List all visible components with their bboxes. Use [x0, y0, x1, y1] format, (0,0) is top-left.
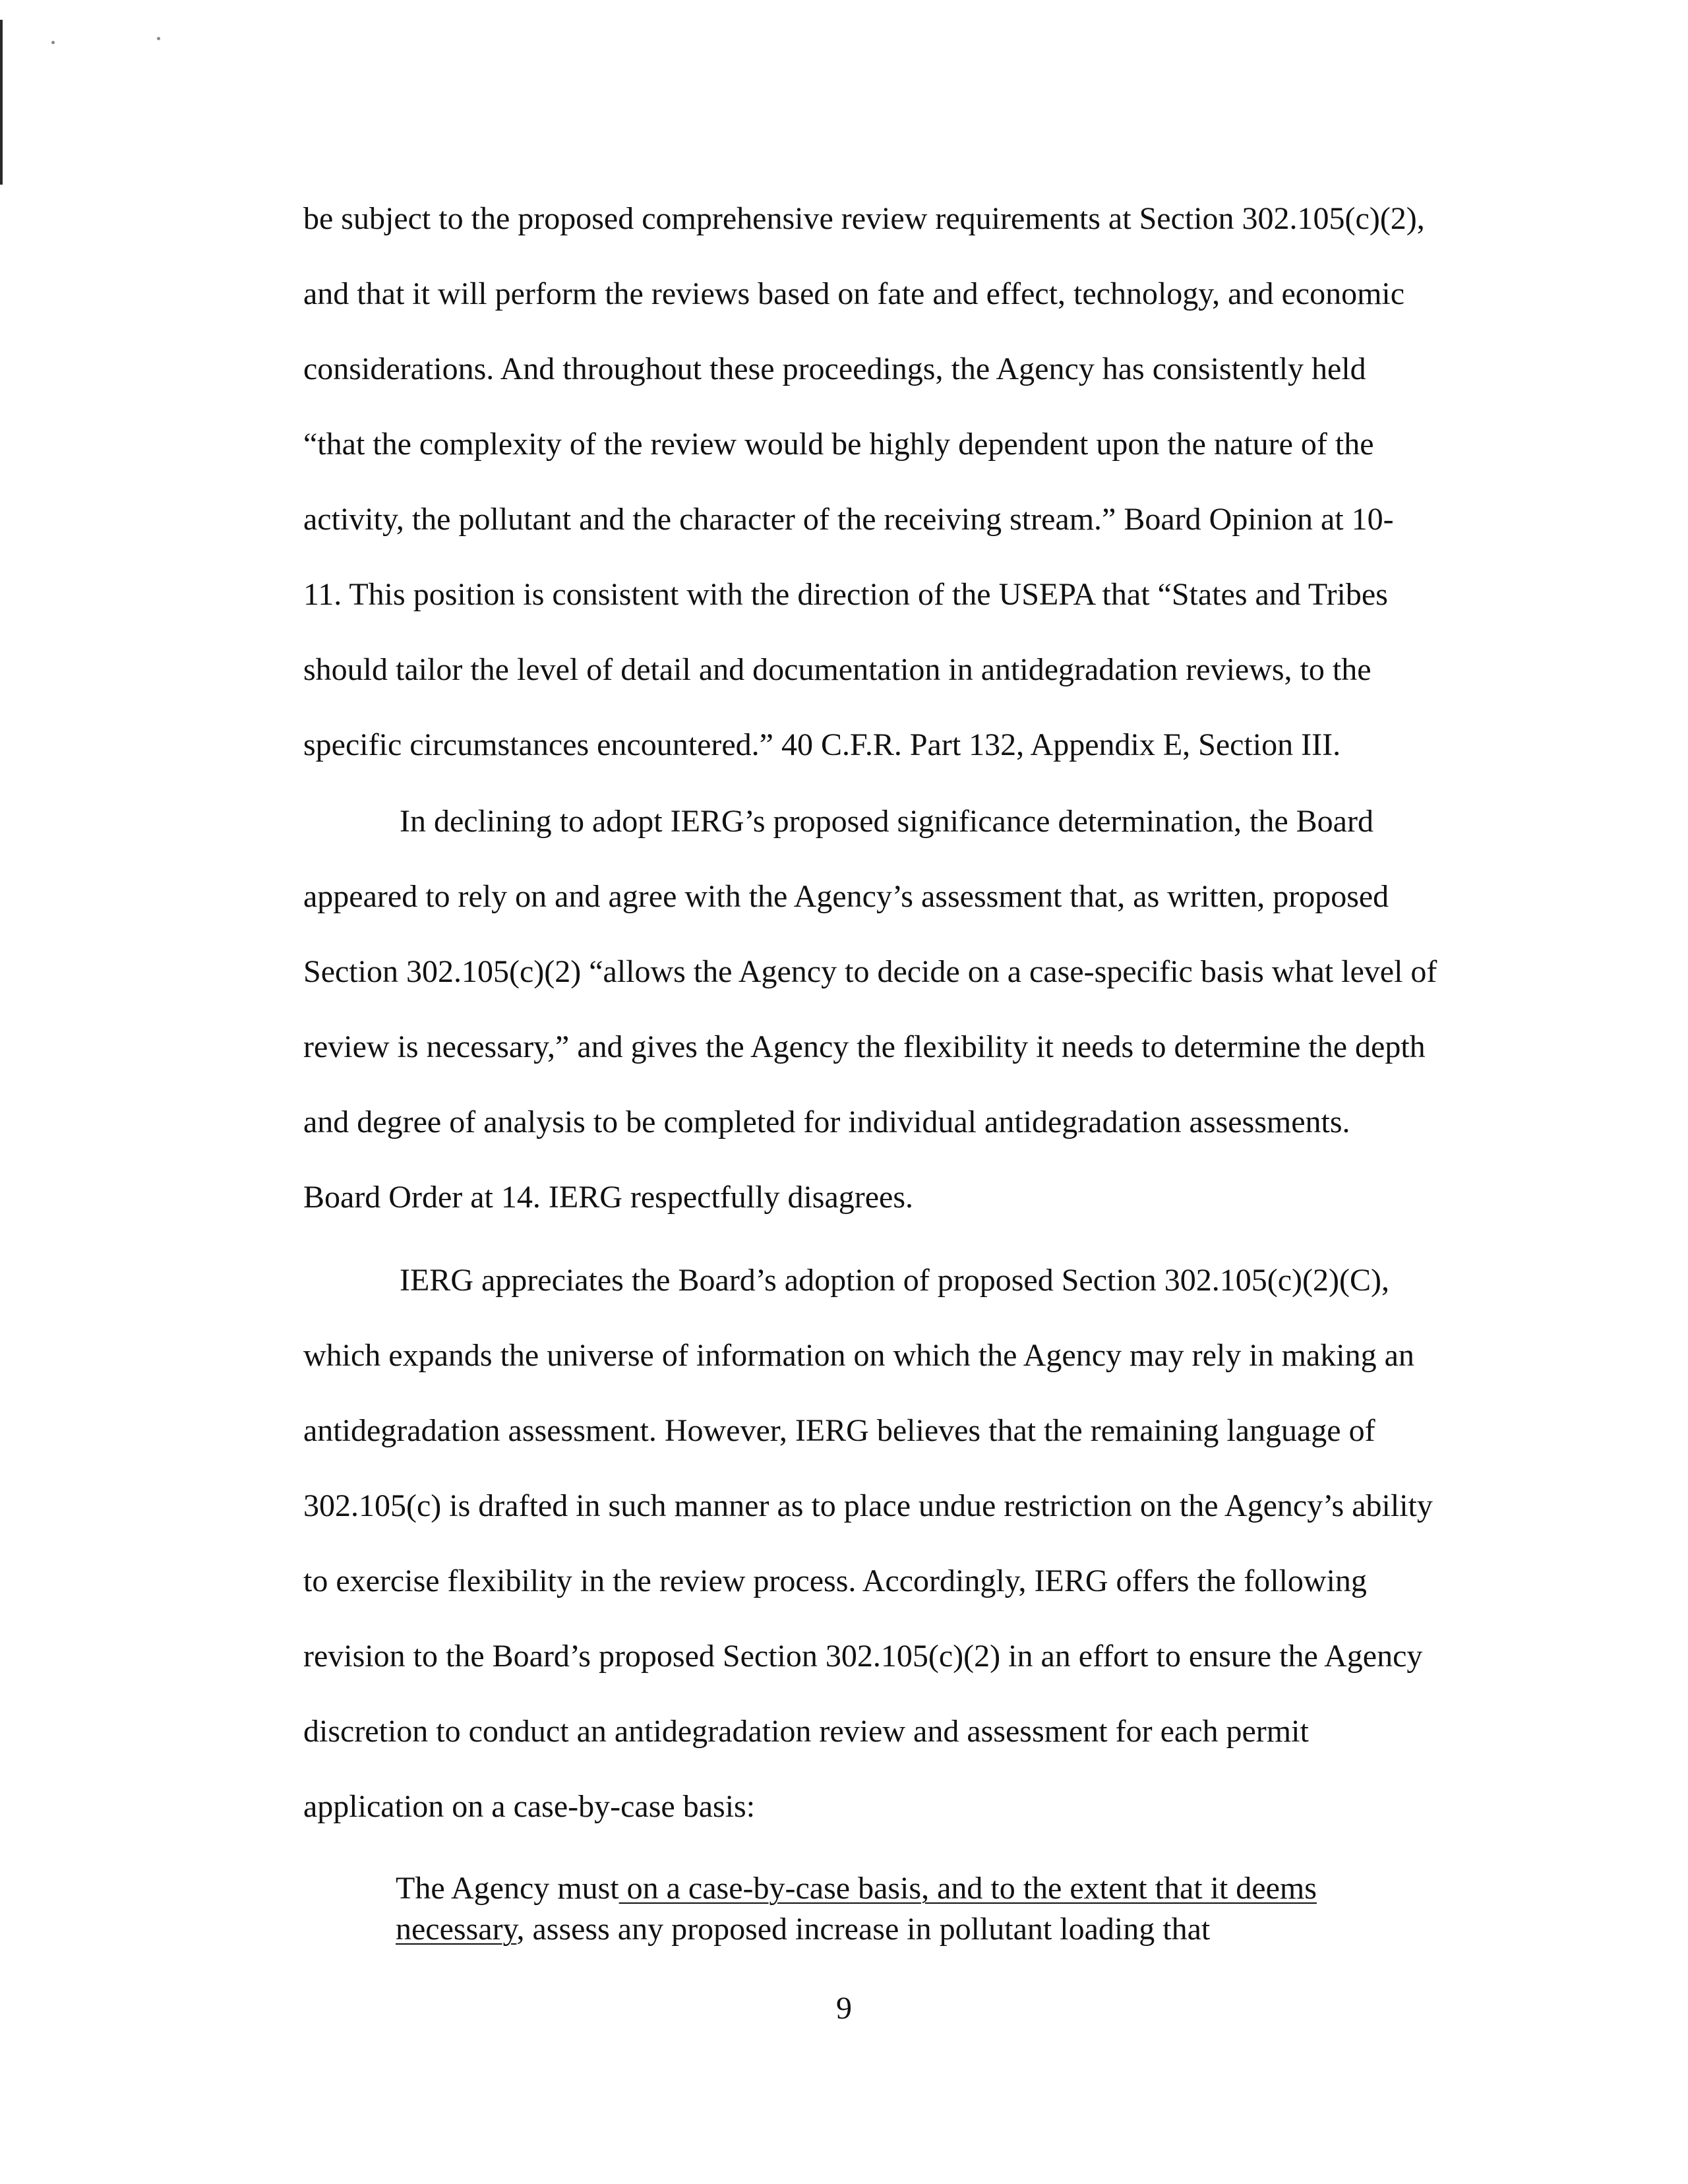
body-line-2: and that it will perform the reviews based on fate and effect, technology, and economic: [303, 276, 1405, 311]
body-line-8: specific circumstances encountered.” 40 C.F.R. Part 132, Appendix E, Section III.: [303, 727, 1341, 762]
quote-underlined-text: necessary: [396, 1912, 517, 1947]
body-line-9: In declining to adopt IERG’s proposed significance determination, the Board: [400, 804, 1373, 839]
quote-plain-text: , assess any proposed increase in pollutant loading that: [516, 1912, 1211, 1947]
scan-speck: [157, 37, 160, 40]
quote-underlined-text: on a case-by-case basis, and to the extent that it deems: [618, 1871, 1317, 1906]
quote-plain-text: The Agency must: [396, 1871, 619, 1906]
body-line-11: Section 302.105(c)(2) “allows the Agency to decide on a case-specific basis what level of: [303, 954, 1437, 989]
block-quote-line-2: [396, 1910, 1210, 1949]
body-line-20: revision to the Board’s proposed Section 302.105(c)(2) in an effort to ensure the Agency: [303, 1639, 1423, 1674]
body-line-21: discretion to conduct an antidegradation review and assessment for each permit: [303, 1714, 1309, 1749]
body-line-19: to exercise flexibility in the review process. Accordingly, IERG offers the following: [303, 1563, 1367, 1598]
scan-speck: [51, 41, 55, 44]
page-number: 9: [836, 1991, 852, 2026]
body-line-4: “that the complexity of the review would be highly dependent upon the nature of the: [303, 427, 1374, 462]
body-line-16: which expands the universe of information on which the Agency may rely in making an: [303, 1338, 1414, 1373]
body-line-12: review is necessary,” and gives the Agency the flexibility it needs to determine the depth: [303, 1029, 1426, 1064]
body-line-6: 11. This position is consistent with the direction of the USEPA that “States and Tribes: [303, 577, 1388, 612]
body-line-22: application on a case-by-case basis:: [303, 1789, 756, 1824]
body-line-15: IERG appreciates the Board’s adoption of proposed Section 302.105(c)(2)(C),: [400, 1263, 1389, 1298]
scan-edge-mark: [0, 20, 3, 185]
body-line-17: antidegradation assessment. However, IERG believes that the remaining language of: [303, 1413, 1375, 1448]
body-line-10: appeared to rely on and agree with the Agency’s assessment that, as written, proposed: [303, 879, 1389, 914]
block-quote-line-1: [396, 1869, 1317, 1908]
body-line-13: and degree of analysis to be completed for individual antidegradation assessments.: [303, 1105, 1350, 1139]
body-line-18: 302.105(c) is drafted in such manner as to place undue restriction on the Agency’s ability: [303, 1488, 1433, 1523]
body-line-1: be subject to the proposed comprehensive review requirements at Section 302.105(c)(2),: [303, 201, 1425, 236]
body-line-5: activity, the pollutant and the character of the receiving stream.” Board Opinion at 10-: [303, 502, 1394, 537]
body-line-7: should tailor the level of detail and documentation in antidegradation reviews, to the: [303, 652, 1372, 687]
body-line-14: Board Order at 14. IERG respectfully disagrees.: [303, 1180, 914, 1215]
body-line-3: considerations. And throughout these proceedings, the Agency has consistently held: [303, 351, 1366, 386]
